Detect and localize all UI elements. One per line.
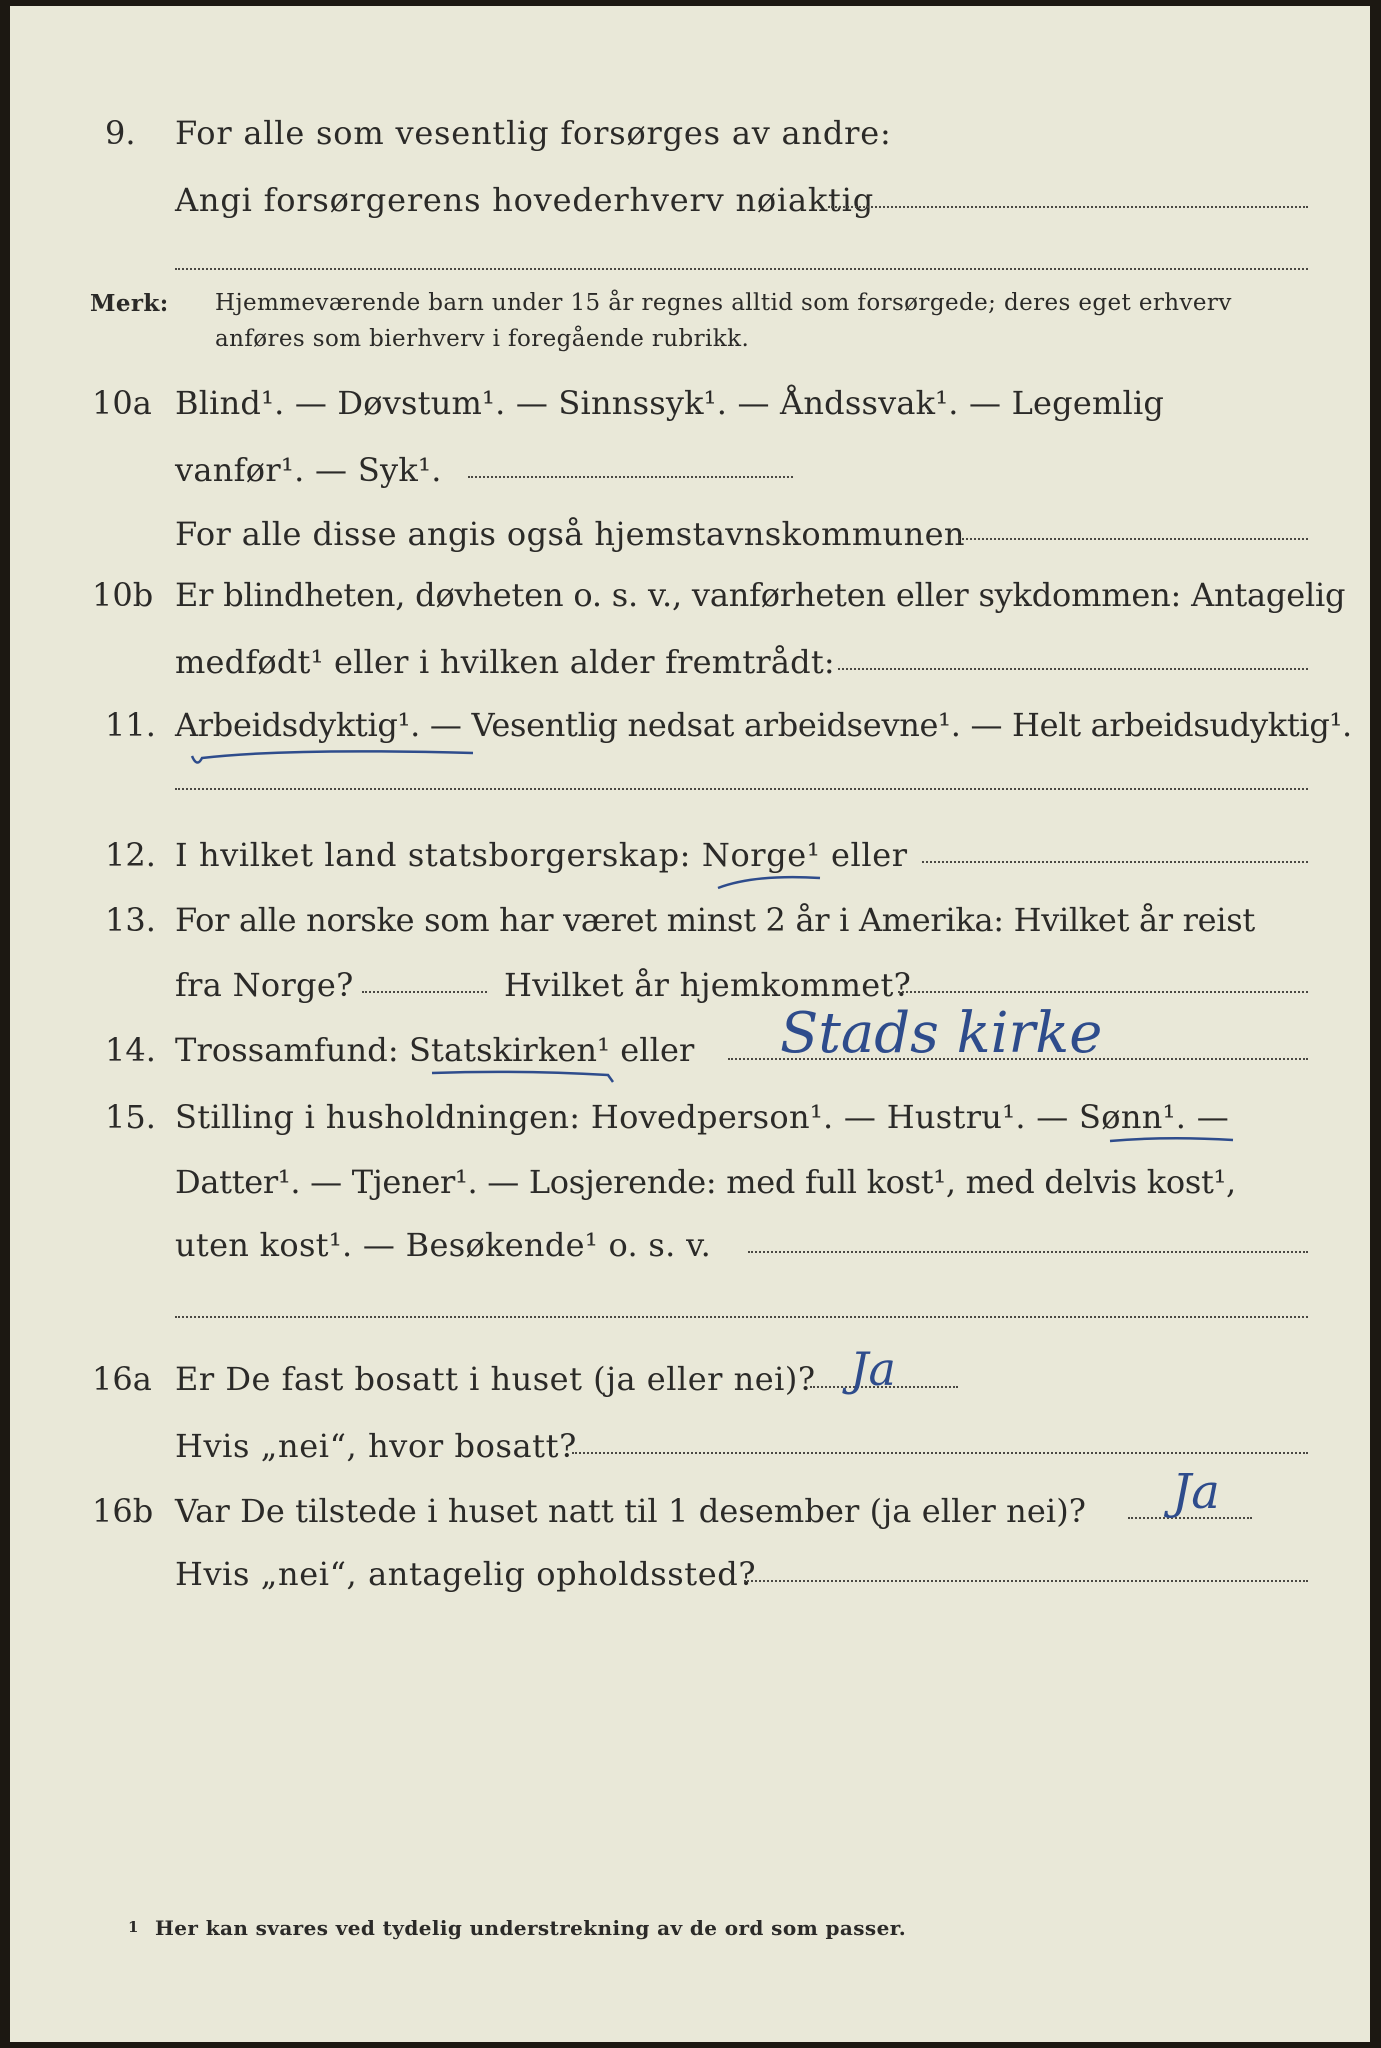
footnote-text: Her kan svares ved tydelig understrekning av de ord som passer. — [155, 1916, 907, 1940]
q10a-line3: For alle disse angis også hjemstavnskommunen — [175, 515, 965, 553]
q10b-line2: medfødt¹ eller i hvilken alder fremtrådt: — [175, 643, 835, 681]
q12-number: 12. — [105, 836, 156, 874]
q12-line1: I hvilket land statsborgerskap: Norge¹ eller — [175, 836, 908, 874]
q15-line1: Stilling i husholdningen: Hovedperson¹. — Hustru¹. — Sønn¹. — — [175, 1098, 1230, 1136]
q15-answer-line-2[interactable] — [175, 1316, 1308, 1318]
q13-line2b: Hvilket år hjemkommet? — [504, 966, 912, 1004]
q16b-answer-line-2[interactable] — [744, 1580, 1308, 1582]
q14-handwritten-underline — [430, 1068, 615, 1088]
q12-answer-line[interactable] — [922, 861, 1308, 863]
footnote-marker: 1 — [128, 1918, 139, 1936]
q10a-number: 10a — [92, 384, 152, 422]
q9-number: 9. — [105, 114, 136, 152]
q11-answer-line[interactable] — [175, 788, 1308, 790]
q14-handwritten-answer: Stads kirke — [780, 1001, 1103, 1066]
q9-answer-line-2[interactable] — [175, 268, 1308, 270]
q13-answer-line-reist[interactable] — [362, 991, 487, 993]
q16a-line1: Er De fast bosatt i huset (ja eller nei)? — [175, 1360, 816, 1398]
q13-answer-line-hjemkommet[interactable] — [898, 991, 1308, 993]
q15-line3: uten kost¹. — Besøkende¹ o. s. v. — [175, 1226, 712, 1264]
q15-line2: Datter¹. — Tjener¹. — Losjerende: med full kost¹, med delvis kost¹, — [175, 1163, 1236, 1201]
q16a-handwritten-answer: Ja — [850, 1342, 896, 1396]
q9-line2: Angi forsørgerens hovederhverv nøiaktig — [175, 181, 874, 219]
q12-handwritten-underline — [715, 872, 825, 896]
q13-number: 13. — [105, 901, 156, 939]
q16a-answer-line-2[interactable] — [572, 1452, 1308, 1454]
note-line1: Hjemmeværende barn under 15 år regnes alltid som forsørgede; deres eget erhverv — [215, 290, 1232, 316]
q10a-line1: Blind¹. — Døvstum¹. — Sinnssyk¹. — Åndssvak¹. — Legemlig — [175, 384, 1165, 422]
q13-line2a: fra Norge? — [175, 966, 354, 1004]
q9-answer-line[interactable] — [828, 206, 1308, 208]
q16b-line2: Hvis „nei“, antagelig opholdssted? — [175, 1555, 757, 1593]
q10b-number: 10b — [92, 576, 154, 614]
q16b-line1: Var De tilstede i huset natt til 1 desember (ja eller nei)? — [175, 1492, 1087, 1530]
q15-number: 15. — [105, 1098, 156, 1136]
note-label: Merk: — [90, 290, 169, 317]
note-line2: anføres som bierhverv i foregående rubrikk. — [215, 326, 750, 352]
q9-line1: For alle som vesentlig forsørges av andre: — [175, 114, 892, 152]
q16b-handwritten-answer: Ja — [1172, 1464, 1220, 1520]
q11-number: 11. — [105, 706, 156, 744]
q11-line1: Arbeidsdyktig¹. — Vesentlig nedsat arbeidsevne¹. — Helt arbeidsudyktig¹. — [175, 706, 1352, 744]
q10a-answer-line-2[interactable] — [958, 538, 1308, 540]
q15-answer-line[interactable] — [748, 1251, 1308, 1253]
census-form-page — [10, 6, 1370, 2042]
q16a-number: 16a — [92, 1360, 152, 1398]
q13-line1: For alle norske som har været minst 2 år i Amerika: Hvilket år reist — [175, 901, 1255, 939]
q16b-number: 16b — [92, 1492, 154, 1530]
q10a-line2: vanfør¹. — Syk¹. — [175, 451, 442, 489]
q10b-line1: Er blindheten, døvheten o. s. v., vanførheten eller sykdommen: Antagelig — [175, 576, 1346, 614]
q15-handwritten-underline — [1108, 1134, 1238, 1150]
q16a-line2: Hvis „nei“, hvor bosatt? — [175, 1427, 577, 1465]
q10a-answer-line[interactable] — [468, 476, 793, 478]
q11-handwritten-underline — [188, 742, 473, 772]
q10b-answer-line[interactable] — [838, 668, 1308, 670]
q14-line1: Trossamfund: Statskirken¹ eller — [175, 1031, 695, 1069]
q14-number: 14. — [105, 1031, 156, 1069]
